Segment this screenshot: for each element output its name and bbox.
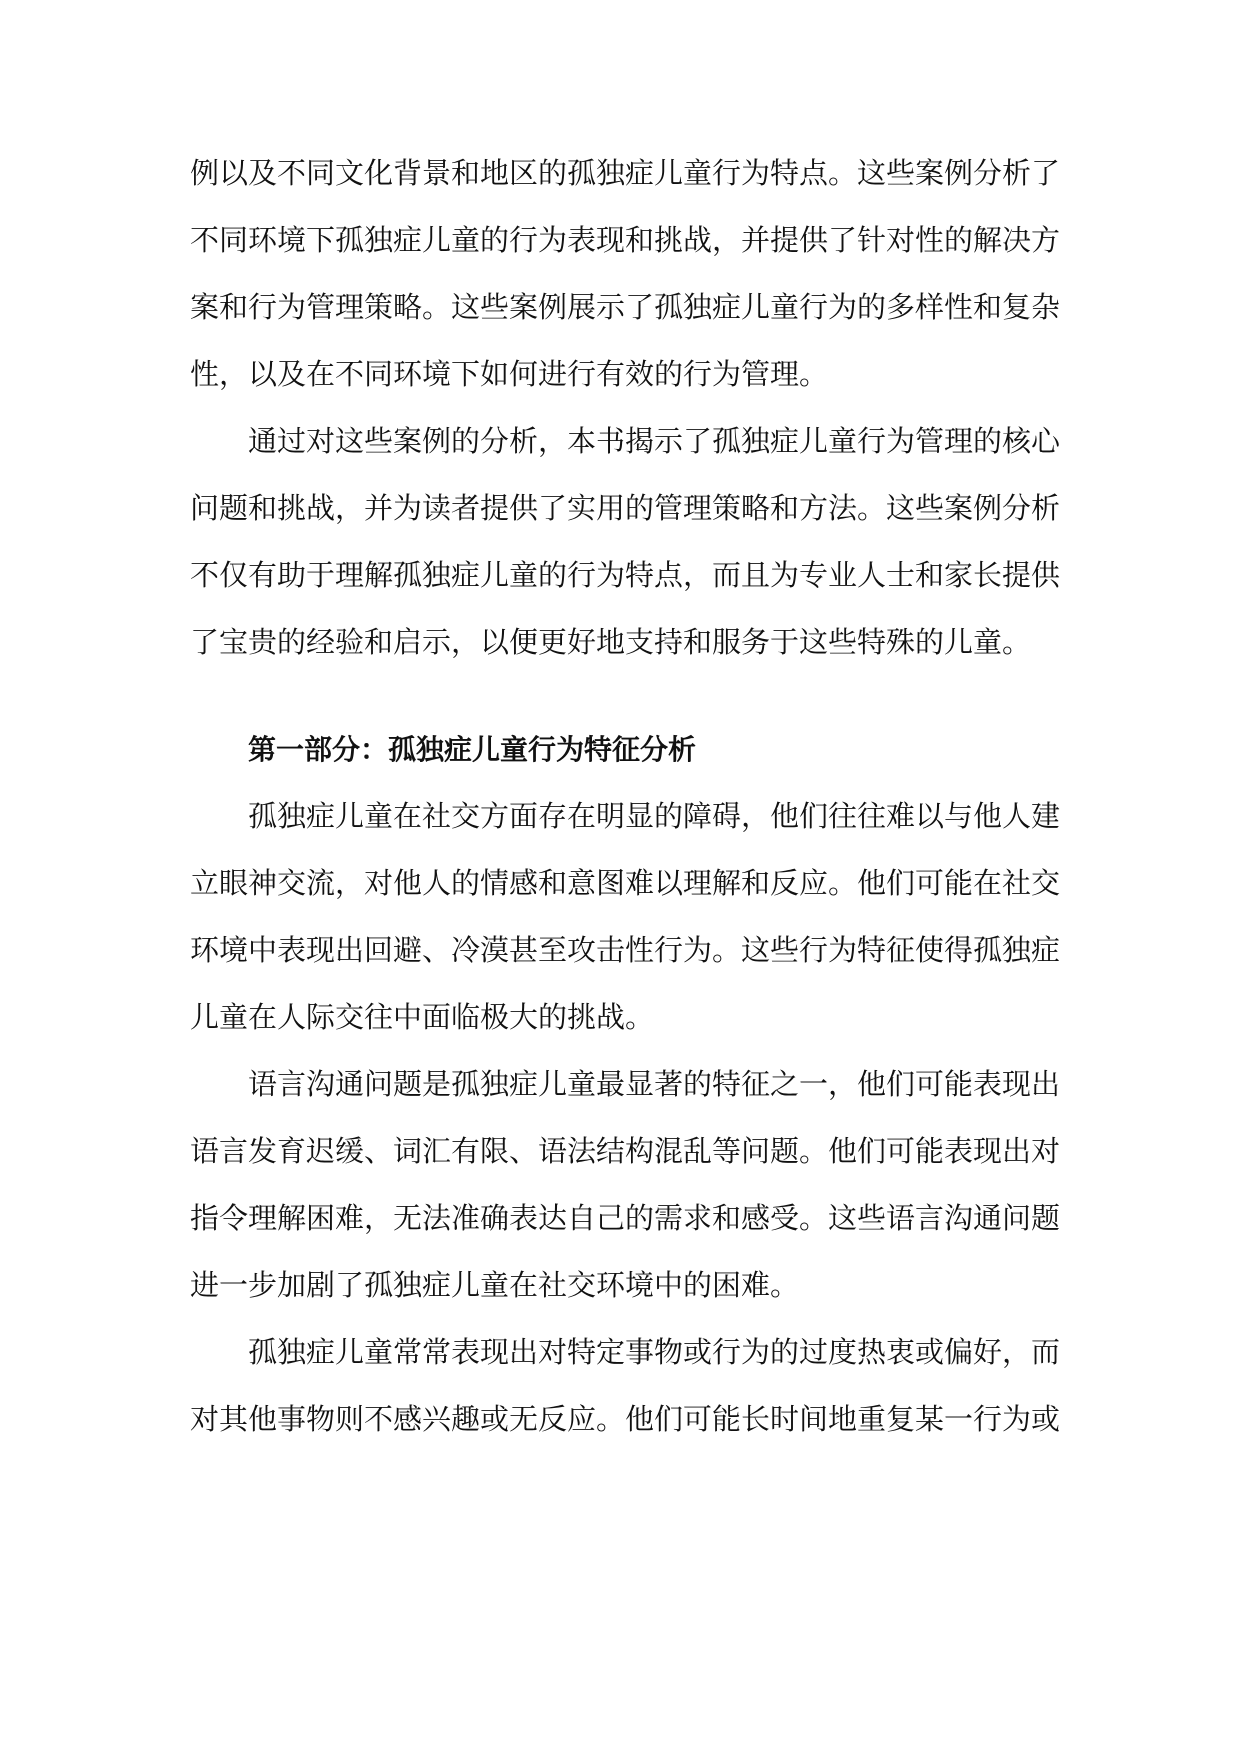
paragraph-interests [190, 1319, 1060, 1453]
text-line: 了宝贵的经验和启示，以便更好地支持和服务于这些特殊的儿童。 [190, 625, 1032, 659]
text-line: 进一步加剧了孤独症儿童在社交环境中的困难。 [190, 1268, 800, 1302]
text-line: 语言发育迟缓、词汇有限、语法结构混乱等问题。他们可能表现出对 [190, 1134, 1060, 1168]
text-line: 案和行为管理策略。这些案例展示了孤独症儿童行为的多样性和复杂 [190, 290, 1060, 324]
text-line: 对其他事物则不感兴趣或无反应。他们可能长时间地重复某一行为或 [190, 1402, 1060, 1436]
text-line: 性，以及在不同环境下如何进行有效的行为管理。 [190, 357, 829, 391]
text-line: 例以及不同文化背景和地区的孤独症儿童行为特点。这些案例分析了 [190, 156, 1060, 190]
text-line: 通过对这些案例的分析，本书揭示了孤独症儿童行为管理的核心 [248, 424, 1060, 458]
text-line: 环境中表现出回避、冷漠甚至攻击性行为。这些行为特征使得孤独症 [190, 933, 1060, 967]
page-content [190, 140, 1060, 1453]
text-line: 不同环境下孤独症儿童的行为表现和挑战，并提供了针对性的解决方 [190, 223, 1060, 257]
text-line: 语言沟通问题是孤独症儿童最显著的特征之一，他们可能表现出 [248, 1067, 1060, 1101]
text-line: 孤独症儿童在社交方面存在明显的障碍，他们往往难以与他人建 [248, 799, 1060, 833]
paragraph-social [190, 783, 1060, 1051]
section-spacer [190, 676, 1060, 716]
text-line: 立眼神交流，对他人的情感和意图难以理解和反应。他们可能在社交 [190, 866, 1060, 900]
text-line: 孤独症儿童常常表现出对特定事物或行为的过度热衷或偏好，而 [248, 1335, 1060, 1369]
text-line: 儿童在人际交往中面临极大的挑战。 [190, 1000, 655, 1034]
paragraph-language [190, 1051, 1060, 1319]
section-heading: 第一部分：孤独症儿童行为特征分析 [248, 733, 697, 766]
text-line: 不仅有助于理解孤独症儿童的行为特点，而且为专业人士和家长提供 [190, 558, 1060, 592]
paragraph-continuation [190, 140, 1060, 408]
text-line: 问题和挑战，并为读者提供了实用的管理策略和方法。这些案例分析 [190, 491, 1060, 525]
text-line: 指令理解困难，无法准确表达自己的需求和感受。这些语言沟通问题 [190, 1201, 1060, 1235]
paragraph-case-analysis [190, 408, 1060, 676]
